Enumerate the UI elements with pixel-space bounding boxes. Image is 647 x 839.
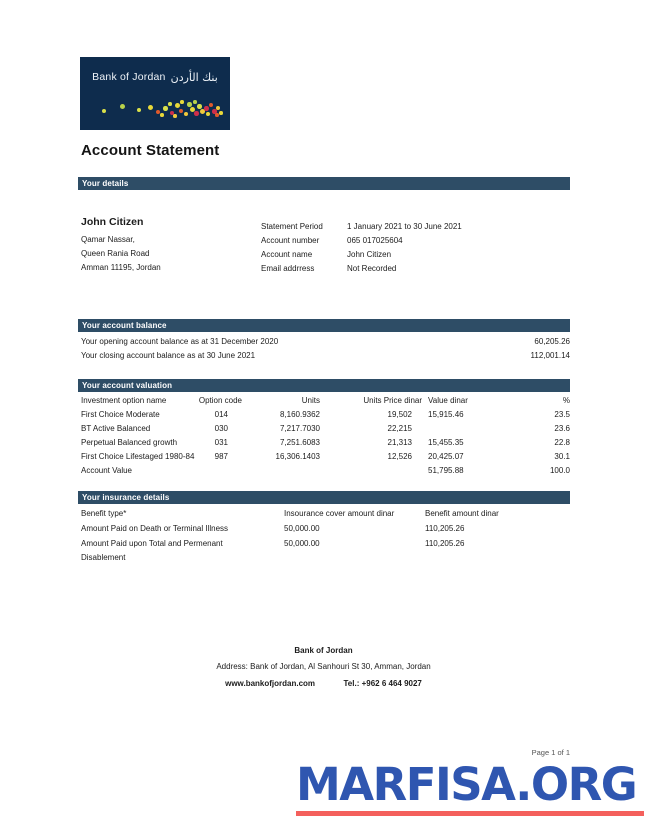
insurance-row-benefit: 110,205.26 <box>425 524 465 533</box>
table-cell-total-percent: 100.0 <box>549 466 570 475</box>
table-cell-total-value: 51,795.88 <box>428 466 464 475</box>
footer-address: Address: Bank of Jordan, Al Sanhouri St 30, Amman, Jordan <box>216 662 431 671</box>
field-label-account-name: Account name <box>261 250 313 259</box>
insurance-col-header-benefit: Benefit amount dinar <box>425 509 499 518</box>
footer-bank-name: Bank of Jordan <box>294 646 353 655</box>
insurance-row-type: Amount Paid upon Total and Permenant <box>81 539 223 548</box>
table-cell-unit-price: 12,526 <box>387 452 412 461</box>
table-cell-units: 7,217.7030 <box>279 424 320 433</box>
logo-dots-graphic <box>80 95 230 121</box>
field-value-account-name: John Citizen <box>347 250 392 259</box>
watermark <box>296 760 646 822</box>
valuation-col-header-code: Option code <box>198 396 242 405</box>
table-row-total: Account Value <box>81 466 132 475</box>
footer-contact <box>0 678 647 690</box>
table-cell-value: 15,915.46 <box>428 410 464 419</box>
table-row: First Choice Moderate <box>81 410 160 419</box>
field-value-account-number: 065 017025604 <box>347 236 403 245</box>
table-cell-value: 20,425.07 <box>428 452 464 461</box>
table-cell-code: 031 <box>214 438 228 447</box>
table-cell-unit-price: 21,313 <box>387 438 412 447</box>
table-cell-percent: 23.6 <box>554 424 570 433</box>
logo-wordmark <box>80 71 230 84</box>
table-cell-percent: 30.1 <box>554 452 570 461</box>
balance-row-label: Your opening account balance as at 31 December 2020 <box>81 337 279 346</box>
valuation-col-header-unit-price: Units Price dinar <box>363 396 422 405</box>
insurance-row-continuation: Disablement <box>81 553 126 562</box>
table-cell-unit-price: 19,502 <box>387 410 412 419</box>
insurance-col-header-type: Benefit type* <box>81 509 127 518</box>
field-value-statement-period: 1 January 2021 to 30 June 2021 <box>347 222 462 231</box>
table-cell-percent: 23.5 <box>554 410 570 419</box>
table-cell-value: 15,455.35 <box>428 438 464 447</box>
valuation-col-header-value: Value dinar <box>428 396 468 405</box>
balance-row-amount: 112,001.14 <box>530 351 570 360</box>
table-row: Perpetual Balanced growth <box>81 438 178 447</box>
insurance-row-cover: 50,000.00 <box>284 539 320 548</box>
valuation-col-header-name: Investment option name <box>81 396 167 405</box>
balance-row-amount: 60,205.26 <box>534 337 570 346</box>
address-line-2: Queen Rania Road <box>81 249 150 258</box>
customer-name: John Citizen <box>81 216 144 228</box>
table-cell-code: 014 <box>214 410 228 419</box>
field-label-account-number: Account number <box>261 236 320 245</box>
field-label-statement-period: Statement Period <box>261 222 323 231</box>
table-cell-code: 987 <box>214 452 228 461</box>
table-row: First Choice Lifestaged 1980-84 <box>81 452 195 461</box>
table-cell-unit-price: 22,215 <box>387 424 412 433</box>
table-cell-units: 16,306.1403 <box>275 452 320 461</box>
address-line-3: Amman 11195, Jordan <box>81 263 161 272</box>
section-header-insurance: Your insurance details <box>78 491 570 504</box>
section-header-valuation: Your account valuation <box>78 379 570 392</box>
section-header-balance: Your account balance <box>78 319 570 332</box>
table-cell-percent: 22.8 <box>554 438 570 447</box>
insurance-row-benefit: 110,205.26 <box>425 539 465 548</box>
page-title: Account Statement <box>81 142 220 159</box>
table-cell-units: 7,251.6083 <box>279 438 320 447</box>
insurance-col-header-cover: Insourance cover amount dinar <box>284 509 395 518</box>
page-number: Page 1 of 1 <box>531 748 570 757</box>
field-value-email-address: Not Recorded <box>347 264 397 273</box>
logo-brand-en: Bank of Jordan <box>92 71 166 83</box>
footer-website[interactable]: www.bankofjordan.com <box>225 679 316 688</box>
valuation-col-header-percent: % <box>562 396 570 405</box>
valuation-col-header-units: Units <box>301 396 320 405</box>
section-header-details: Your details <box>78 177 570 190</box>
watermark-text: MARFISA.ORG <box>296 758 637 811</box>
table-cell-code: 030 <box>214 424 228 433</box>
table-cell-units: 8,160.9362 <box>279 410 320 419</box>
field-label-email-address: Email addrress <box>261 264 315 273</box>
balance-row-label: Your closing account balance as at 30 June 2021 <box>81 351 256 360</box>
address-line-1: Qamar Nassar, <box>81 235 135 244</box>
watermark-rule <box>296 811 644 816</box>
logo-brand-ar: بنك الأردن <box>170 71 218 84</box>
insurance-row-type: Amount Paid on Death or Terminal Illness <box>81 524 229 533</box>
bank-logo <box>80 57 230 130</box>
insurance-row-cover: 50,000.00 <box>284 524 320 533</box>
table-row: BT Active Balanced <box>81 424 151 433</box>
footer-phone: Tel.: +962 6 464 9027 <box>343 679 422 688</box>
